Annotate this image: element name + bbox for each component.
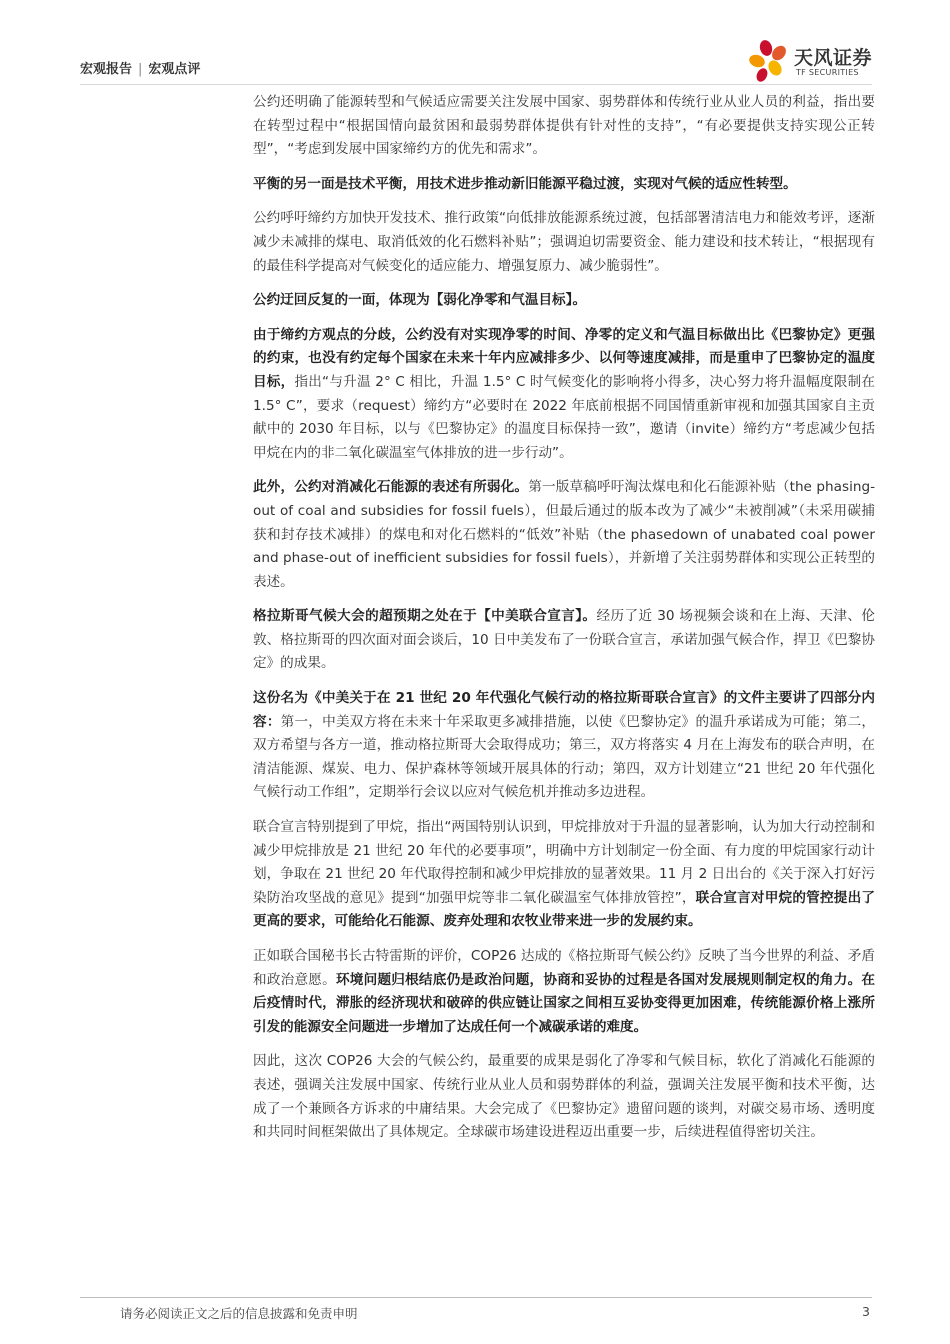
body-paragraph [253, 1050, 875, 1144]
bold-text-run: 此外，公约对消减化石能源的表述有所弱化。 [253, 479, 529, 496]
text-run: 第一，中美双方将在未来十年采取更多减排措施，以使《巴黎协定》的温升承诺成为可能；第二，双方希望与各方一道，推动格拉斯哥大会取得成功；第三，双方将落实 4 月在上海发布的联合声明，在清洁能源、煤炭、电力、保护森林等领域开展具体的行动；第四，双方计划建立“21 世纪 20 年代强化气候行动工作组”，定期举行会议以应对气候危机并推动多边进程。 [253, 713, 875, 801]
text-run: 因此，这次 COP26 大会的气候公约，最重要的成果是弱化了净零和气候目标，软化了消减化石能源的表述，强调关注发展中国家、传统行业从业人员和弱势群体的利益，强调关注发展平衡和技术平衡，达成了一个兼顾各方诉求的中庸结果。大会完成了《巴黎协定》遗留问题的谈判，对碳交易市场、透明度和共同时间框架做出了具体规定。全球碳市场建设进程迈出重要一步，后续进程值得密切关注。 [253, 1053, 875, 1141]
body-paragraph [253, 289, 875, 313]
bold-text-run: 格拉斯哥气候大会的超预期之处在于【中美联合宣言】。 [253, 608, 597, 625]
body-paragraph [253, 476, 875, 594]
text-run: 指出“与升温 2° C 相比，升温 1.5° C 时气候变化的影响将小得多，决心努力将升温幅度限制在 1.5° C”，要求（request）缔约方“必要时在 2022 年底前根据不同国情重新审视和加强其国家自主贡献中的 2030 年目标，以与《巴黎协定》的温度目标保持一致”，邀请（invite）缔约方“考虑减少包括甲烷在内的非二氧化碳温室气体排放的进一步行动”。 [253, 373, 875, 461]
body-paragraph [253, 173, 875, 197]
body-paragraph [253, 324, 875, 466]
report-body [253, 91, 875, 1156]
header-separator: | [138, 62, 143, 77]
footer-disclaimer: 请务必阅读正文之后的信息披露和免责申明 [120, 1306, 358, 1321]
header-divider [80, 84, 872, 85]
bold-text-run: 由于缔约方观点的分歧，公约没有对实现净零的时间、净零的定义和气温目标做出比《巴黎协定》更强的约束，也没有约定每个国家在未来十年内应减排多少、以何等速度减排，而是重申了巴黎协定的温度目标， [253, 326, 875, 390]
text-run: 联合宣言特别提到了甲烷，指出“两国特别认识到，甲烷排放对于升温的显著影响，认为加大行动控制和减少甲烷排放是 21 世纪 20 年代的必要事项”，明确中方计划制定一份全面、有力度的甲烷国家行动计划，争取在 21 世纪 20 年代取得控制和减少甲烷排放的显著效果。11 月 2 日出台的《关于深入打好污染防治攻坚战的意见》提到“加强甲烷等非二氧化碳温室气体排放管控”， [253, 819, 875, 906]
bold-text-run: 平衡的另一面是技术平衡，用技术进步推动新旧能源平稳过渡，实现对气候的适应性转型。 [253, 175, 797, 192]
bold-text-run: 这份名为《中美关于在 21 世纪 20 年代强化气候行动的格拉斯哥联合宣言》的文件主要讲了四部分内容： [253, 690, 875, 730]
text-run: 公约还明确了能源转型和气候适应需要关注发展中国家、弱势群体和传统行业从业人员的利益，指出要在转型过程中“根据国情向最贫困和最弱势群体提供有针对性的支持”，“有必要提供支持实现公正转型”，“考虑到发展中国家缔约方的优先和需求”。 [253, 94, 875, 158]
footer-divider [80, 1297, 872, 1298]
bold-text-run: 公约迂回反复的一面，体现为【弱化净零和气温目标】。 [253, 292, 587, 309]
text-run: 公约呼吁缔约方加快开发技术、推行政策“向低排放能源系统过渡，包括部署清洁电力和能效考评，逐渐减少未减排的煤电、取消低效的化石燃料补贴”；强调迫切需要资金、能力建设和技术转让，“根据现有的最佳科学提高对气候变化的适应能力、增强复原力、减少脆弱性”。 [253, 210, 875, 274]
bold-text-run: 联合宣言对甲烷的管控提出了更高的要求，可能给化石能源、废弃处理和农牧业带来进一步的发展约束。 [253, 889, 875, 930]
text-run: 经历了近 30 场视频会谈和在上海、天津、伦敦、格拉斯哥的四次面对面会谈后，10 日中美发布了一份联合宣言，承诺加强气候合作，捍卫《巴黎协定》的成果。 [253, 608, 875, 672]
logo-name-cn: 天风证券 [794, 47, 873, 69]
flower-logo-icon [748, 38, 794, 84]
report-subcategory: 宏观点评 [148, 62, 201, 77]
report-header [80, 58, 200, 77]
body-paragraph [253, 945, 875, 1039]
body-paragraph [253, 605, 875, 676]
body-paragraph [253, 687, 875, 805]
text-run: 正如联合国秘书长古特雷斯的评价，COP26 达成的《格拉斯哥气候公约》反映了当今世界的利益、矛盾和政治意愿。 [253, 948, 875, 988]
report-category: 宏观报告 [80, 62, 133, 77]
bold-text-run: 环境问题归根结底仍是政治问题，协商和妥协的过程是各国对发展规则制定权的角力。在后疫情时代，滞胀的经济现状和破碎的供应链让国家之间相互妥协变得更加困难，传统能源价格上涨所引发的能源安全问题进一步增加了达成任何一个减碳承诺的难度。 [253, 971, 876, 1035]
logo-name-en: TF SECURITIES [796, 68, 859, 77]
page-number: 3 [862, 1304, 870, 1319]
tf-securities-logo [748, 38, 883, 84]
body-paragraph [253, 91, 875, 162]
text-run: 第一版草稿呼吁淘汰煤电和化石能源补贴（the phasing-out of coal and subsidies for fossil fuels），但最后通过的版本改为了减少“未被削减”（未采用碳捕获和封存技术减排）的煤电和对化石燃料的“低效”补贴（the phasedown of unabated coal power and phase-out of inefficient subsidies for fossil fuels），并新增了关注弱势群体和实现公正转型的表述。 [253, 479, 875, 590]
body-paragraph [253, 816, 875, 934]
body-paragraph [253, 207, 875, 278]
